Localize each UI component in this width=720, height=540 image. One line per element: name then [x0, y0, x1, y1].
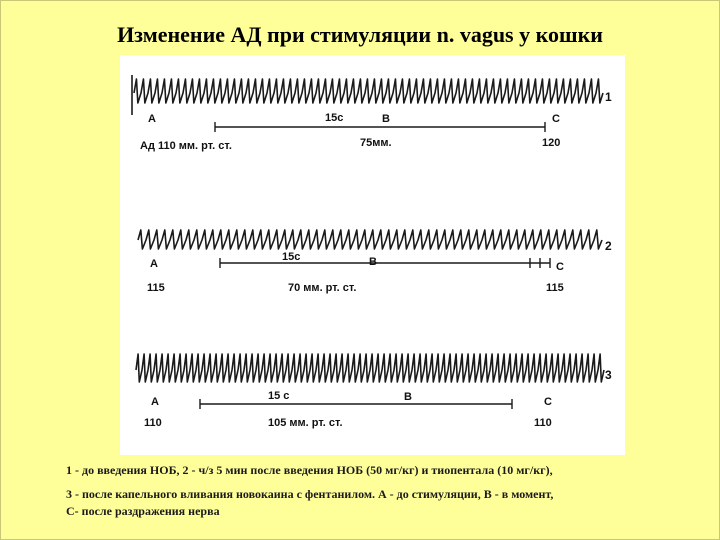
caption-line-3: С- после раздражения нерва	[66, 504, 220, 518]
panel-2-pressure-right: 115	[546, 282, 564, 294]
caption-line-2: 3 - после капельного вливания новокаина с фентанилом. А - до стимуляции, В - в момент,	[66, 487, 554, 501]
panel-2-pressure-left: 115	[147, 282, 165, 294]
panel-3-pressure-mid: 105 мм. рт. ст.	[268, 417, 343, 429]
panel-1-label-a: А	[148, 113, 156, 125]
bp-trace-2	[138, 230, 602, 249]
panel-1-pressure-right: 120	[542, 137, 561, 149]
recording-figure	[120, 55, 625, 455]
caption-line-1: 1 - до введения НОБ, 2 - ч/з 5 мин после введения НОБ (50 мг/кг) и тиопентала (10 мг/кг),	[66, 463, 553, 477]
panel-3-label-c: С	[544, 396, 552, 408]
panel-2-number: 2	[605, 239, 612, 253]
slide-title: Изменение АД при стимуляции n. vagus у кошки	[117, 22, 603, 47]
panel-2-label-a: А	[150, 258, 158, 270]
panel-2-duration: 15с	[282, 251, 301, 263]
bp-trace-3	[136, 354, 604, 382]
panel-1-pressure-left: Ад 110 мм. рт. ст.	[140, 140, 232, 152]
panel-3-pressure-right: 110	[534, 417, 552, 429]
panel-1-pressure-mid: 75мм.	[360, 137, 392, 149]
panel-2-label-b: В	[369, 256, 377, 268]
panel-3-label-a: А	[151, 396, 159, 408]
panel-3-duration: 15 с	[268, 390, 290, 402]
panel-1-number: 1	[605, 90, 612, 104]
panel-2-pressure-mid: 70 мм. рт. ст.	[288, 282, 357, 294]
figure-caption	[66, 462, 706, 520]
panel-1-duration: 15с	[325, 112, 344, 124]
panel-3-pressure-left: 110	[144, 417, 162, 429]
panel-3-number: 3	[605, 368, 612, 382]
panel-1-label-b: В	[382, 113, 390, 125]
panel-3-label-b: В	[404, 391, 412, 403]
panel-2-label-c: С	[556, 261, 564, 273]
panel-1-label-c: С	[552, 113, 560, 125]
bp-traces	[120, 55, 625, 455]
bp-trace-1	[134, 79, 603, 103]
